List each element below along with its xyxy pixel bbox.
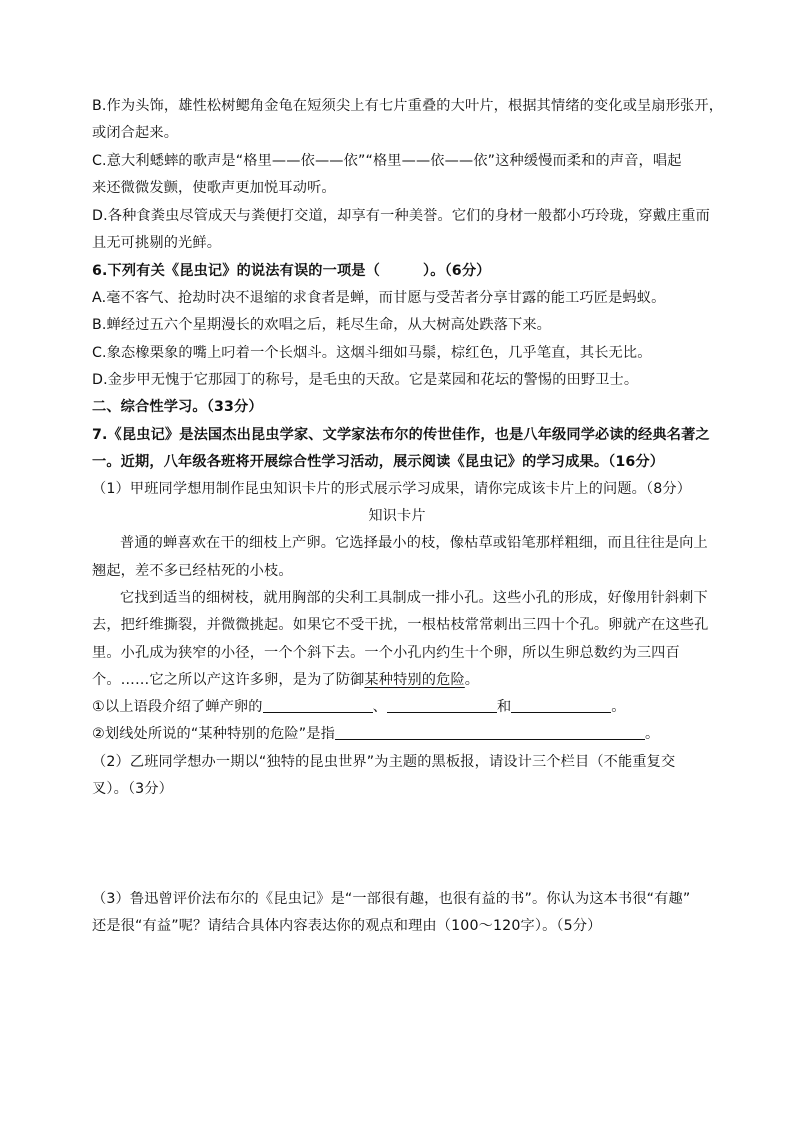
q7-part2-line1: （2）乙班同学想办一期以“独特的昆虫世界”为主题的黑板报，请设计三个栏目（不能重复交 — [92, 754, 676, 770]
underlined-phrase: 某种特别的危险 — [364, 672, 465, 688]
q7-part2-line2: 叉）。（3分） — [92, 781, 174, 797]
q5-option-b-line1: B.作为头饰，雄性松树鳃角金龟在短须尖上有七片重叠的大叶片，根据其情绪的变化或呈扇形张开， — [92, 98, 724, 114]
q7-part1-prompt: （1）甲班同学想用制作昆虫知识卡片的形式展示学习成果，请你完成该卡片上的问题。（8分） — [92, 481, 692, 497]
q5-option-b-line2: 或闭合起来。 — [92, 125, 179, 141]
q6-option-c: C.象态橡栗象的嘴上叼着一个长烟斗。这烟斗细如马鬃，棕红色，几乎笔直，其长无比。 — [92, 345, 652, 361]
q5-option-c-line1: C.意大利蟋蟀的歌声是“格里——依——依”“格里——依——依”这种缓慢而柔和的声音，唱起 — [92, 153, 682, 169]
q5-option-c-line2: 来还微微发颤，使歌声更加悦耳动听。 — [92, 180, 336, 196]
q7-part3-line1: （3）鲁迅曾评价法布尔的《昆虫记》是“一部很有趣，也很有益的书”。你认为这本书很“有趣” — [92, 891, 691, 907]
card-para1-line1: 普通的蝉喜欢在干的细枝上产卵。它选择最小的枝，像枯草或铅笔那样粗细，而且往往是向上 — [120, 535, 708, 551]
card-last-prefix: 个。……它之所以产这许多卵，是为了防御 — [92, 672, 365, 688]
answer-blank-1[interactable] — [263, 698, 373, 713]
answer-blank-3[interactable] — [511, 698, 611, 713]
q6-option-d: D.金步甲无愧于它那园丁的称号，是毛虫的天敌。它是菜园和花坛的警惕的田野卫士。 — [92, 372, 639, 388]
sub1-sep1: 、 — [372, 699, 387, 715]
sub2-prefix: ②划线处所说的“某种特别的危险”是指 — [92, 726, 335, 742]
q5-option-d-line1: D.各种食粪虫尽管成天与粪便打交道，却享有一种美誉。它们的身材一般都小巧玲珑，穿戴庄重而 — [92, 208, 710, 224]
answer-blank-2[interactable] — [387, 698, 497, 713]
q6-stem: 6.下列有关《昆虫记》的说法有误的一项是（ ）。（6分） — [92, 263, 491, 279]
q6-option-a: A.毫不客气、抢劫时决不退缩的求食者是蝉，而甘愿与受苦者分享甘露的能工巧匠是蚂蚁。 — [92, 290, 666, 306]
card-para2-line4 — [92, 670, 479, 690]
sub1-end: 。 — [611, 699, 626, 715]
sub1-prefix: ①以上语段介绍了蝉产卵的 — [92, 699, 263, 715]
q7-sub2 — [92, 724, 659, 744]
sub1-sep2: 和 — [496, 699, 512, 715]
q5-option-d-line2: 且无可挑剔的光鲜。 — [92, 235, 222, 251]
q6-option-b: B.蝉经过五六个星期漫长的欢唱之后，耗尽生命，从大树高处跌落下来。 — [92, 317, 552, 333]
card-para2-line3: 里。小孔成为狭窄的小径，一个个斜下去。一个小孔内约生十个卵，所以生卵总数约为三四百 — [92, 645, 680, 661]
card-para1-line2: 翘起，差不多已经枯死的小枝。 — [92, 563, 293, 579]
q7-stem-line2: 一。近期，八年级各班将开展综合性学习活动，展示阅读《昆虫记》的学习成果。（16分） — [92, 454, 665, 470]
card-last-suffix: 。 — [464, 672, 480, 688]
card-para2-line1: 它找到适当的细树枝，就用胸部的尖利工具制成一排小孔。这些小孔的形成，好像用针斜刺下 — [120, 590, 708, 606]
q7-part3-line2: 还是很“有益”呢？请结合具体内容表达你的观点和理由（100～120字）。（5分） — [92, 918, 602, 934]
q7-sub1 — [92, 697, 626, 717]
q7-stem-line1: 7.《昆虫记》是法国杰出昆虫学家、文学家法布尔的传世佳作，也是八年级同学必读的经典名著之 — [92, 427, 710, 443]
answer-blank-4[interactable] — [335, 725, 645, 740]
card-title: 知识卡片 — [368, 508, 426, 524]
sub2-end: 。 — [644, 726, 660, 742]
section-heading: 二、综合性学习。（33分） — [92, 399, 263, 415]
card-para2-line2: 去，把纤维撕裂，并微微挑起。如果它不受干扰，一根枯枝常常刺出三四十个孔。卵就产在这些孔 — [92, 617, 709, 633]
